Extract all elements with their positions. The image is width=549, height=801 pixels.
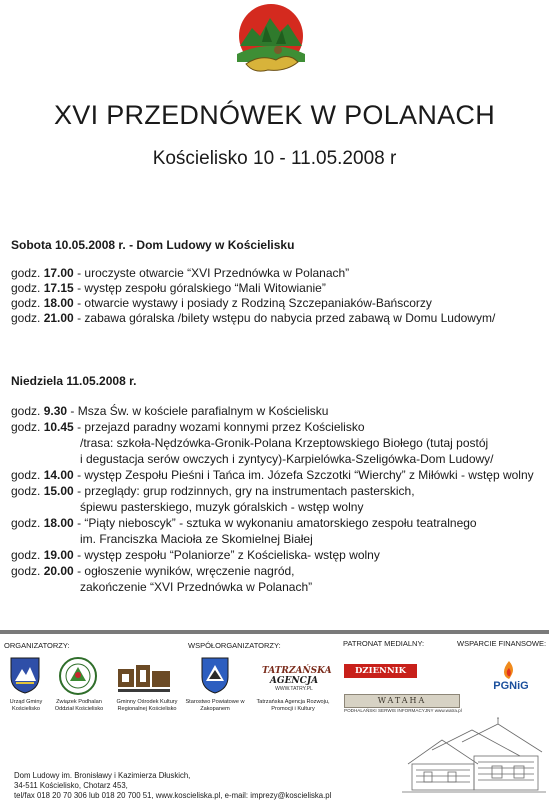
tatrzanska-agencja-logo	[262, 666, 332, 694]
schedule-row-continuation: śpiewu pasterskiego, muzyk góralskich - wstęp wolny	[80, 500, 364, 514]
dziennik-polski-logo: DZIENNIK POLSKI	[344, 664, 417, 678]
schedule-row-continuation: zakończenie “XVI Przednówka w Polanach”	[80, 580, 313, 594]
zwiazek-podhalan-emblem-icon	[58, 655, 98, 697]
schedule-row: godz. 9.30 - Msza Św. w kościele parafialnym w Kościelisku	[11, 404, 329, 418]
saturday-heading: Sobota 10.05.2008 r. - Dom Ludowy w Kościelisku	[11, 238, 295, 252]
media-patronage-label: PATRONAT MEDIALNY:	[343, 639, 425, 648]
sunday-schedule	[11, 404, 549, 604]
pgnig-wordmark: PGNiG	[493, 680, 529, 692]
sunday-heading: Niedziela 11.05.2008 r.	[11, 374, 137, 388]
contact-address	[14, 771, 331, 801]
footer-divider	[0, 630, 549, 634]
wataha-banner	[344, 694, 460, 708]
org-caption: Związek Podhalan Oddział Kościelisko	[54, 699, 104, 712]
address-line: Dom Ludowy im. Bronisławy i Kazimierza Dłuskich,	[14, 771, 191, 780]
address-line: 34-511 Kościelisko, Chotarz 453,	[14, 781, 128, 790]
org-caption: Urząd Gminy Kościelisko	[9, 699, 43, 712]
schedule-row: godz. 21.00 - zabawa góralska /bilety wstępu do nabycia przed zabawą w Domu Ludowym/	[11, 311, 496, 325]
page-subtitle: Kościelisko 10 - 11.05.2008 r	[152, 148, 397, 169]
starostwo-crest-icon	[200, 655, 230, 695]
schedule-row: godz. 20.00 - ogłoszenie wyników, wręczenie nagród,	[11, 564, 295, 578]
coorganizers-label: WSPÓŁORGANIZATORZY:	[188, 641, 281, 650]
page-title: XVI PRZEDNÓWEK W POLANACH	[53, 100, 496, 130]
schedule-row: godz. 19.00 - występ zespołu “Polaniorze” z Kościeliska- wstęp wolny	[11, 548, 380, 562]
org-caption: Starostwo Powiatowe w Zakopanem	[185, 699, 245, 712]
schedule-row: godz. 17.00 - uroczyste otwarcie “XVI Przednówka w Polanach”	[11, 266, 350, 280]
schedule-row: godz. 18.00 - otwarcie wystawy i posiady z Rodziną Szczepaniaków-Bańscorzy	[11, 296, 432, 310]
tatrzanska-wordmark: TATRZAŃSKA	[262, 666, 332, 676]
pgnig-flame-icon	[500, 660, 518, 680]
organizers-label: ORGANIZATORZY:	[4, 641, 70, 650]
festival-logo	[232, 2, 310, 80]
schedule-row-continuation: im. Franciszka Macioła ze Skomielnej Białej	[80, 532, 313, 546]
schedule-row: godz. 17.15 - występ zespołu góralskiego “Mali Witowianie”	[11, 281, 326, 295]
schedule-row: godz. 15.00 - przeglądy: grup rodzinnych, gry na instrumentach pasterskich,	[11, 484, 415, 498]
agencja-wordmark: AGENCJA	[269, 676, 319, 686]
schedule-row-continuation: /trasa: szkoła-Nędzówka-Gronik-Polana Krzeptowskiego Biołego (tutaj postój	[80, 436, 489, 450]
schedule-row: godz. 18.00 - “Piąty nieboscyk” - sztuka w wykonaniu amatorskiego zespołu teatralnego	[11, 516, 477, 530]
address-line: tel/fax 018 20 70 306 lub 018 20 700 51, www.koscieliska.pl, e-mail: imprezy@koscieliska.pl	[14, 791, 332, 800]
schedule-row-continuation: i degustacja serów owczych i zyntycy)-Karpielówka-Szeligówka-Dom Ludowy/	[80, 452, 494, 466]
dom-ludowy-sketch	[402, 716, 546, 796]
org-caption: Gminny Ośrodek Kultury Regionalnej Kościelisko	[116, 699, 178, 712]
org-caption: Tatrzańska Agencja Rozwoju, Promocji i Kultury	[256, 699, 330, 712]
tatry-url: WWW.TATRY.PL	[275, 686, 313, 692]
saturday-schedule	[11, 266, 495, 326]
urzad-gminy-crest-icon	[8, 655, 42, 695]
financial-support-label: WSPARCIE FINANSOWE:	[457, 639, 547, 648]
schedule-row: godz. 14.00 - występ Zespołu Pieśni i Tańca im. Józefa Szczotki “Wierchy” z Miłówki - wstęp wolny	[11, 468, 534, 482]
schedule-row: godz. 10.45 - przejazd paradny wozami konnymi przez Kościelisko	[11, 420, 365, 434]
media-caption: PODHALAŃSKI SERWIS INFORMACYJNY www.watra.pl	[344, 708, 462, 713]
wataha-wordmark: WATAHA	[377, 696, 427, 705]
gok-logo-icon	[116, 661, 174, 695]
